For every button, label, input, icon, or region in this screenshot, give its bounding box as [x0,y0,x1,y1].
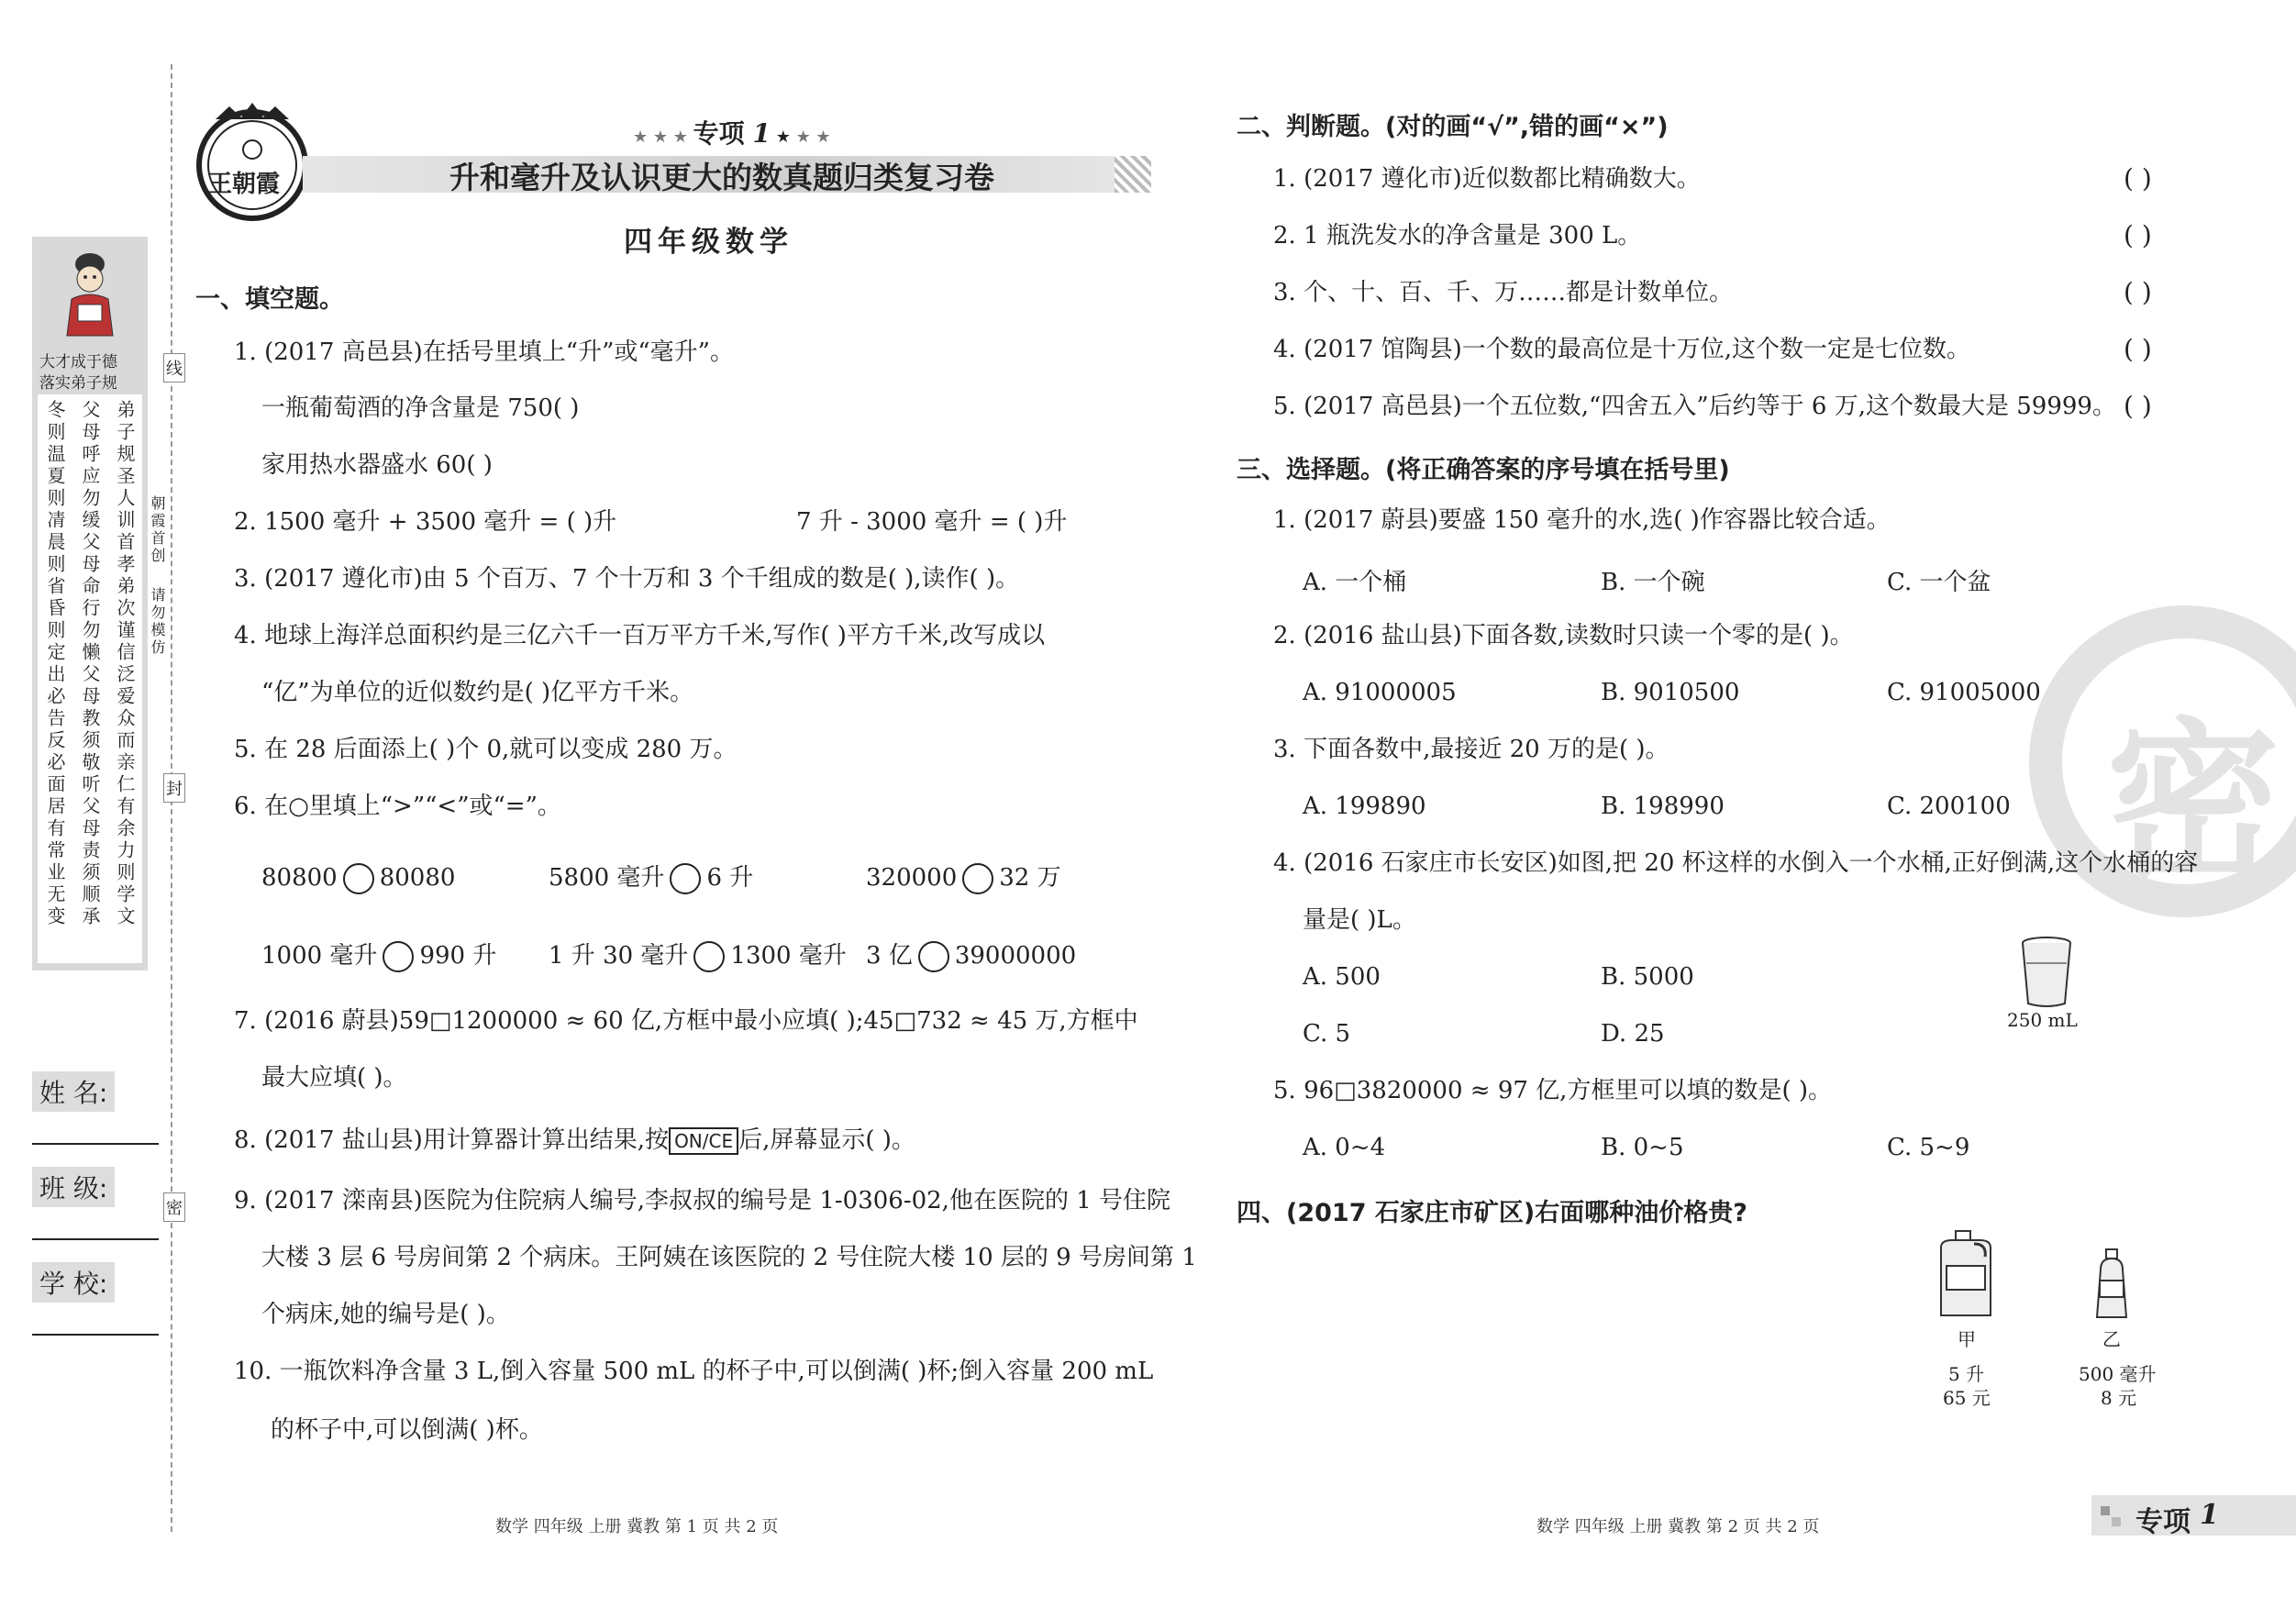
s3-q5: 5. 96□3820000 ≈ 97 亿,方框里可以填的数是( )。 [1273,1077,1832,1104]
s3-q4-option-d[interactable]: D. 25 [1601,1020,1665,1048]
s1-q4b: “亿”为单位的近似数约是( )亿平方千米。 [261,679,694,706]
s1-q3: 3. (2017 遵化市)由 5 个百万、7 个十万和 3 个千组成的数是( ),读作( )。 [234,565,1020,593]
school-label: 学 校: [32,1262,115,1303]
s1-q10b: 的杯子中,可以倒满( )杯。 [271,1416,543,1444]
name-label: 姓 名: [32,1071,115,1112]
judge-item-4: 4. (2017 馆陶县)一个数的最高位是十万位,这个数一定是七位数。 [1273,336,1971,363]
s1-q10a: 10. 一瓶饮料净含量 3 L,倒入容量 500 mL 的杯子中,可以倒满( )杯;倒入容量 200 mL [234,1358,1154,1385]
s3-q5-option-b[interactable]: B. 0~5 [1601,1134,1684,1161]
page-subtitle: 四年级数学 [624,226,793,259]
oil-jug-large-icon [1934,1229,1998,1321]
oil-b-name: 乙 [2102,1328,2121,1350]
s3-q3: 3. 下面各数中,最接近 20 万的是( )。 [1273,736,1669,763]
s3-q5-option-a[interactable]: A. 0~4 [1303,1134,1386,1161]
s3-q5-option-c[interactable]: C. 5~9 [1887,1134,1970,1161]
footer-left: 数学 四年级 上册 冀教 第 1 页 共 2 页 [495,1517,779,1536]
s1-q9c: 个病床,她的编号是( )。 [261,1301,510,1328]
s3-q3-option-a[interactable]: A. 199890 [1303,793,1426,820]
judge-item-5: 5. (2017 高邑县)一个五位数,“四舍五入”后约等于 6 万,这个数最大是 59999。 [1273,393,2116,420]
series-number: 1 [752,118,771,149]
side-panel [32,237,148,970]
series-heading: ★ ★ ★ 专项 1 ★ ★ ★ [633,118,831,149]
brand-logo [188,99,316,227]
cup-label: 250 mL [2007,1009,2078,1031]
class-field[interactable] [32,1238,159,1240]
compare-item: 80800 80080 [261,862,455,894]
compare-item: 1 升 30 毫升 1300 毫升 [549,940,847,972]
oil-b-price: 8 元 [2101,1387,2137,1409]
oil-a-volume: 5 升 [1948,1363,1985,1385]
s1-q6: 6. 在○里填上“>”“<”或“=”。 [234,793,561,820]
logo-text: 王朝霞 [208,171,281,198]
judge-answer-3[interactable]: ( ) [2124,277,2152,307]
s3-q4-option-c[interactable]: C. 5 [1303,1020,1351,1048]
section2-heading: 二、判断题。(对的画“√”,错的画“×”) [1237,113,1669,141]
on-ce-key: ON/CE [669,1127,738,1155]
tab-label: 专项 [2135,1506,2191,1538]
s1-q2b: 7 升 - 3000 毫升 = ( )升 [796,508,1068,536]
section3-heading: 三、选择题。(将正确答案的序号填在括号里) [1237,456,1730,484]
judge-item-3: 3. 个、十、百、千、万……都是计数单位。 [1273,279,1734,306]
judge-answer-2[interactable]: ( ) [2124,220,2152,250]
compare-circle[interactable] [343,863,374,894]
section4-heading: 四、(2017 石家庄市矿区)右面哪种油价格贵? [1237,1199,1747,1227]
s1-q1b: 家用热水器盛水 60( ) [261,451,493,479]
dizigui-text [38,394,142,963]
s1-q9b: 大楼 3 层 6 号房间第 2 个病床。王阿姨在该医院的 2 号住院大楼 10 层的 9 号房间第 1 [261,1244,1197,1271]
series-tab [2091,1495,2296,1536]
scholar-illustration [58,244,122,345]
series-label: 专项 [693,118,745,149]
s3-q1-option-c[interactable]: C. 一个盆 [1887,569,1991,596]
stamp-original: 朝霞首创 [149,495,166,565]
banner-pattern [1115,156,1151,193]
compare-item: 1000 毫升 990 升 [261,940,496,972]
oil-a-name: 甲 [1958,1328,1976,1350]
binding-mark-secret: 密 [163,1192,185,1222]
s3-q1-option-b[interactable]: B. 一个碗 [1601,569,1705,596]
s3-q1: 1. (2017 蔚县)要盛 150 毫升的水,选( )作容器比较合适。 [1273,506,1891,534]
compare-item: 320000 32 万 [866,862,1061,894]
binding-mark-line: 线 [163,353,185,383]
oil-b-volume: 500 毫升 [2079,1363,2157,1385]
compare-circle[interactable] [693,941,725,972]
s1-q1a: 一瓶葡萄酒的净含量是 750( ) [261,394,580,422]
s1-q4a: 4. 地球上海洋总面积约是三亿六千一百万平方千米,写作( )平方千米,改写成以 [234,622,1046,649]
s3-q2-option-a[interactable]: A. 91000005 [1303,679,1457,706]
oil-a-price: 65 元 [1943,1387,1991,1409]
s3-q2-option-c[interactable]: C. 91005000 [1887,679,2041,706]
s1-q5: 5. 在 28 后面添上( )个 0,就可以变成 280 万。 [234,736,738,763]
s3-q2-option-b[interactable]: B. 9010500 [1601,679,1740,706]
name-field[interactable] [32,1143,159,1145]
compare-circle[interactable] [383,941,414,972]
s3-q4-option-b[interactable]: B. 5000 [1601,963,1694,991]
compare-circle[interactable] [670,863,701,894]
s3-q2: 2. (2016 盐山县)下面各数,读数时只读一个零的是( )。 [1273,622,1854,649]
cup-icon [2014,936,2079,1009]
compare-circle[interactable] [918,941,949,972]
compare-item: 3 亿 39000000 [866,940,1076,972]
s3-q4-option-a[interactable]: A. 500 [1303,963,1381,991]
judge-answer-4[interactable]: ( ) [2124,334,2152,364]
seal-char: 密 [2106,703,2281,905]
oil-bottle-small-icon [2091,1248,2132,1321]
page-title: 升和毫升及认识更大的数真题归类复习卷 [449,160,994,195]
s3-q3-option-b[interactable]: B. 198990 [1601,793,1725,820]
class-label: 班 级: [32,1167,115,1207]
compare-circle[interactable] [962,863,993,894]
judge-item-2: 2. 1 瓶洗发水的净含量是 300 L。 [1273,222,1642,250]
compare-item: 5800 毫升 6 升 [549,862,753,894]
stamp-no-copy: 请勿模仿 [149,587,166,657]
section1-heading: 一、填空题。 [195,285,344,314]
judge-answer-1[interactable]: ( ) [2124,163,2152,194]
s1-q8: 8. (2017 盐山县)用计算器计算出结果,按 ON/CE 后,屏幕显示( )。 [234,1126,915,1154]
binding-mark-seal: 封 [163,773,185,803]
motto-line-2: 落实弟子规 [39,374,117,393]
tab-number: 1 [2200,1499,2219,1531]
s1-q2a: 2. 1500 毫升 + 3500 毫升 = ( )升 [234,508,617,536]
dizigui-column-1: 弟子规圣人训首孝弟次谨信泛爱众而亲仁有余力则学文 [114,400,136,928]
s1-q9a: 9. (2017 滦南县)医院为住院病人编号,李叔叔的编号是 1-0306-02,他在医院的 1 号住院 [234,1187,1171,1214]
s1-q7a: 7. (2016 蔚县)59□1200000 ≈ 60 亿,方框中最小应填( );45□732 ≈ 45 万,方框中 [234,1007,1138,1035]
judge-answer-5[interactable]: ( ) [2124,391,2152,421]
school-field[interactable] [32,1334,159,1336]
motto-line-1: 大才成于德 [39,353,117,372]
s1-q1: 1. (2017 高邑县)在括号里填上“升”或“毫升”。 [234,338,734,366]
s3-q3-option-c[interactable]: C. 200100 [1887,793,2011,820]
s1-q7b: 最大应填( )。 [261,1064,407,1092]
dizigui-column-3: 冬则温夏则凊晨则省昏则定出必告反必面居有常业无变 [44,400,66,928]
s3-q4b: 量是( )L。 [1303,906,1416,934]
s3-q1-option-a[interactable]: A. 一个桶 [1303,569,1407,596]
judge-item-1: 1. (2017 遵化市)近似数都比精确数大。 [1273,165,1701,193]
dizigui-column-2: 父母呼应勿缓父母命行勿懒父母教须敬听父母责须顺承 [79,400,101,928]
footer-right: 数学 四年级 上册 冀教 第 2 页 共 2 页 [1536,1517,1820,1536]
s3-q4a: 4. (2016 石家庄市长安区)如图,把 20 杯这样的水倒入一个水桶,正好倒满,这个水桶的容 [1273,849,2199,877]
